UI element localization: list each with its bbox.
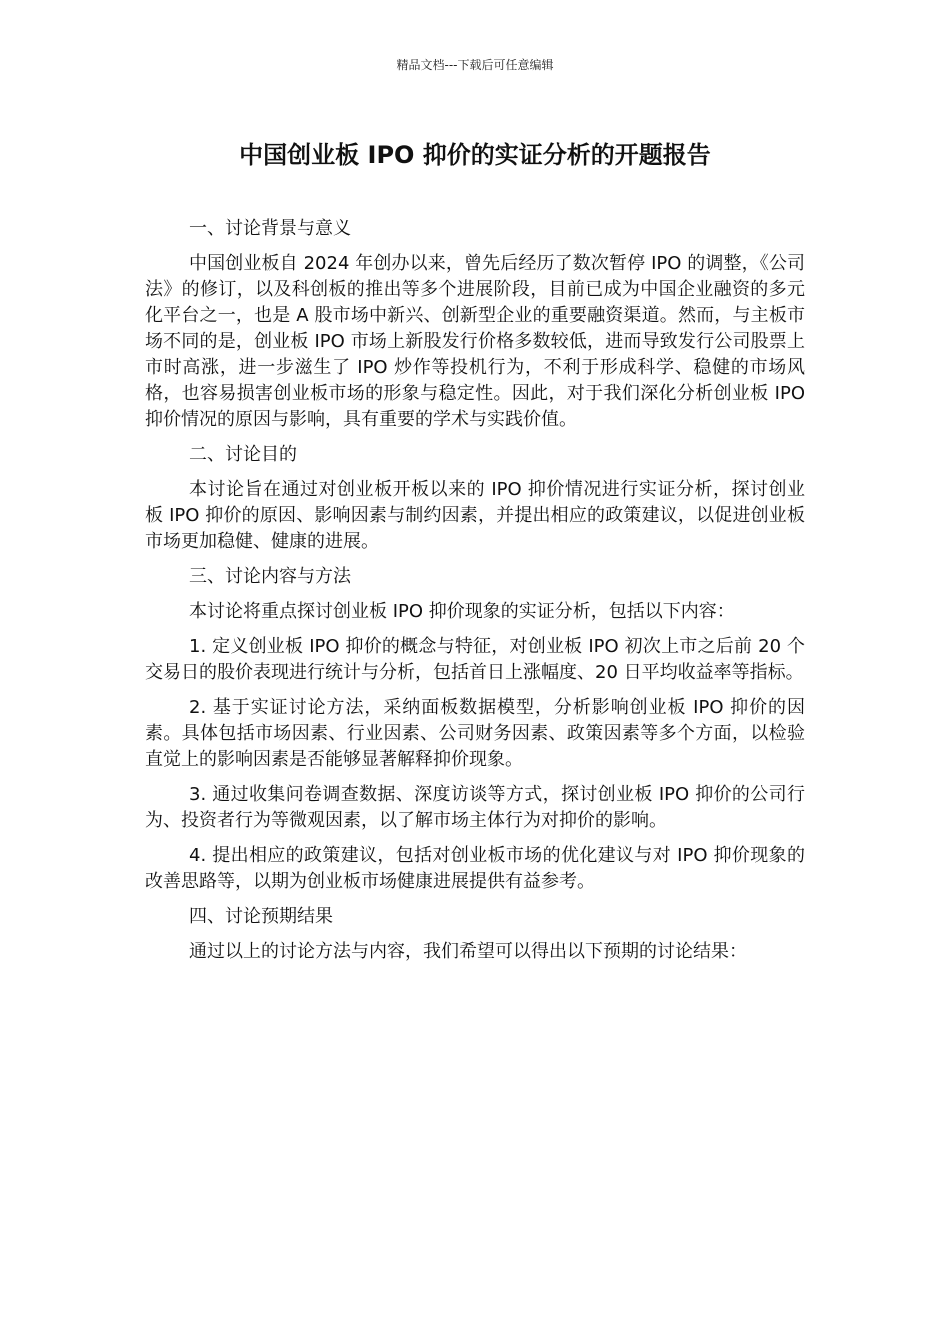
document-body	[145, 216, 805, 974]
section-heading-content-method: 三、讨论内容与方法	[189, 566, 351, 587]
paragraph-expected-results: 通过以上的讨论方法与内容，我们希望可以得出以下预期的讨论结果：	[189, 941, 747, 962]
list-item-1: 1. 定义创业板 IPO 抑价的概念与特征，对创业板 IPO 初次上市之后前 20 个交易日的股价表现进行统计与分析，包括首日上涨幅度、20 日平均收益率等指标。	[145, 636, 805, 683]
paragraph-content-intro: 本讨论将重点探讨创业板 IPO 抑价现象的实证分析，包括以下内容：	[189, 601, 735, 622]
section-heading-purpose: 二、讨论目的	[189, 444, 297, 465]
document-title: 中国创业板 IPO 抑价的实证分析的开题报告	[239, 141, 711, 169]
header-note: 精品文档---下载后可任意编辑	[396, 58, 554, 72]
paragraph-background: 中国创业板自 2024 年创办以来，曾先后经历了数次暂停 IPO 的调整，《公司法》的修订，以及科创板的推出等多个进展阶段，目前已成为中国企业融资的多元化平台之一，也是 A 股市场中新兴、创新型企业的重要融资渠道。然而，与主板市场不同的是，创业板 IPO 市场上新股发行价格多数较低，进而导致发行公司股票上市时高涨，进一步滋生了 IPO 炒作等投机行为，不利于形成科学、稳健的市场风格，也容易损害创业板市场的形象与稳定性。因此，对于我们深化分析创业板 IPO 抑价情况的原因与影响，具有重要的学术与实践价值。	[145, 253, 805, 430]
section-heading-background: 一、讨论背景与意义	[189, 218, 351, 239]
paragraph-purpose: 本讨论旨在通过对创业板开板以来的 IPO 抑价情况进行实证分析，探讨创业板 IPO 抑价的原因、影响因素与制约因素，并提出相应的政策建议，以促进创业板市场更加稳健、健康的进展。	[145, 479, 805, 552]
list-item-2: 2. 基于实证讨论方法，采纳面板数据模型，分析影响创业板 IPO 抑价的因素。具体包括市场因素、行业因素、公司财务因素、政策因素等多个方面，以检验直觉上的影响因素是否能够显著解释抑价现象。	[145, 697, 805, 770]
section-heading-expected-results: 四、讨论预期结果	[189, 906, 333, 927]
list-item-4: 4. 提出相应的政策建议，包括对创业板市场的优化建议与对 IPO 抑价现象的改善思路等，以期为创业板市场健康进展提供有益参考。	[145, 845, 805, 892]
list-item-3: 3. 通过收集问卷调查数据、深度访谈等方式，探讨创业板 IPO 抑价的公司行为、投资者行为等微观因素，以了解市场主体行为对抑价的影响。	[145, 784, 805, 831]
